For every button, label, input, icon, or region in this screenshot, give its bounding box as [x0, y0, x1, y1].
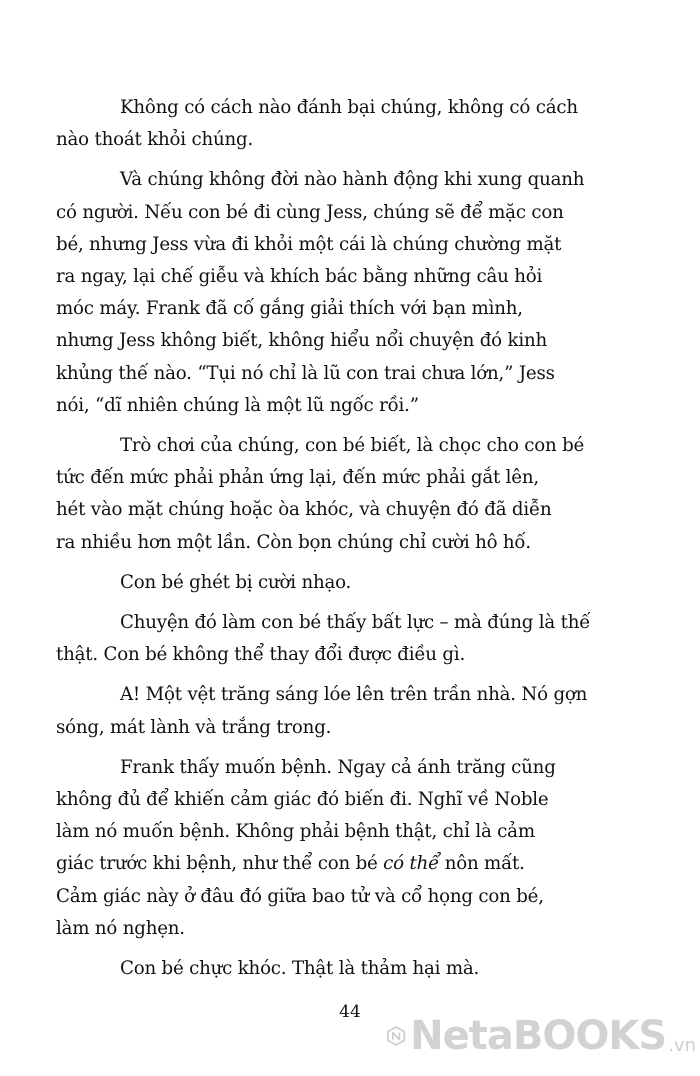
paragraph [56, 164, 610, 422]
paragraph [56, 752, 610, 945]
text-line: không đủ để khiến cảm giác đó biến đi. Nghĩ về Noble [56, 789, 549, 811]
watermark-brand: NetaBOOKS [410, 1013, 667, 1059]
text-line: móc máy. Frank đã cố gắng giải thích với bạn mình, [56, 298, 523, 320]
paragraph [56, 679, 610, 743]
paragraph [56, 430, 610, 559]
text-line: ra nhiều hơn một lần. Còn bọn chúng chỉ cười hô hố. [56, 531, 531, 553]
text-line: nào thoát khỏi chúng. [56, 129, 254, 151]
text-line: Con bé ghét bị cười nhạo. [120, 571, 352, 593]
text-line: làm nó muốn bệnh. Không phải bệnh thật, chỉ là cảm [56, 821, 535, 843]
text-line: sóng, mát lành và trắng trong. [56, 716, 332, 738]
text-line: Cảm giác này ở đâu đó giữa bao tử và cổ họng con bé, [56, 885, 544, 907]
text-line: A! Một vệt trăng sáng lóe lên trên trần nhà. Nó gợn [120, 684, 588, 706]
paragraph [56, 92, 610, 156]
text-line: có người. Nếu con bé đi cùng Jess, chúng sẽ để mặc con [56, 201, 564, 223]
text-line: bé, nhưng Jess vừa đi khỏi một cái là chúng chường mặt [56, 233, 562, 255]
text-line: Frank thấy muốn bệnh. Ngay cả ánh trăng cũng [120, 756, 556, 778]
emphasis: có thể [383, 853, 440, 875]
text-line: làm nó nghẹn. [56, 917, 185, 939]
paragraph [88, 953, 610, 985]
text-line: hét vào mặt chúng hoặc òa khóc, và chuyện đó đã diễn [56, 499, 552, 521]
text-line: Con bé chực khóc. Thật là thảm hại mà. [120, 958, 480, 980]
body-text [56, 92, 610, 993]
text-line: nói, “dĩ nhiên chúng là một lũ ngốc rồi.” [56, 394, 419, 416]
text-line: Trò chơi của chúng, con bé biết, là chọc cho con bé [120, 435, 585, 457]
text-line: khủng thế nào. “Tụi nó chỉ là lũ con trai chưa lớn,” Jess [56, 362, 555, 384]
neta-logo-icon [386, 1008, 406, 1064]
watermark-suffix: .vn [668, 1034, 696, 1056]
text-line: thật. Con bé không thể thay đổi được điều gì. [56, 644, 466, 666]
watermark-logo [386, 1005, 696, 1067]
text-line: nhưng Jess không biết, không hiểu nổi chuyện đó kinh [56, 330, 547, 352]
text-line: Chuyện đó làm con bé thấy bất lực – mà đúng là thế [120, 612, 591, 634]
text-line: Và chúng không đời nào hành động khi xung quanh [120, 169, 585, 191]
text-line: tức đến mức phải phản ứng lại, đến mức phải gắt lên, [56, 467, 539, 489]
paragraph [88, 567, 610, 599]
paragraph [56, 607, 610, 671]
page-number: 44 [339, 1002, 361, 1022]
text-line: giác trước khi bệnh, như thể con bé có thể nôn mất. [56, 853, 525, 875]
text-line: ra ngay, lại chế giễu và khích bác bằng những câu hỏi [56, 266, 543, 288]
text-line: Không có cách nào đánh bại chúng, không có cách [120, 97, 578, 118]
